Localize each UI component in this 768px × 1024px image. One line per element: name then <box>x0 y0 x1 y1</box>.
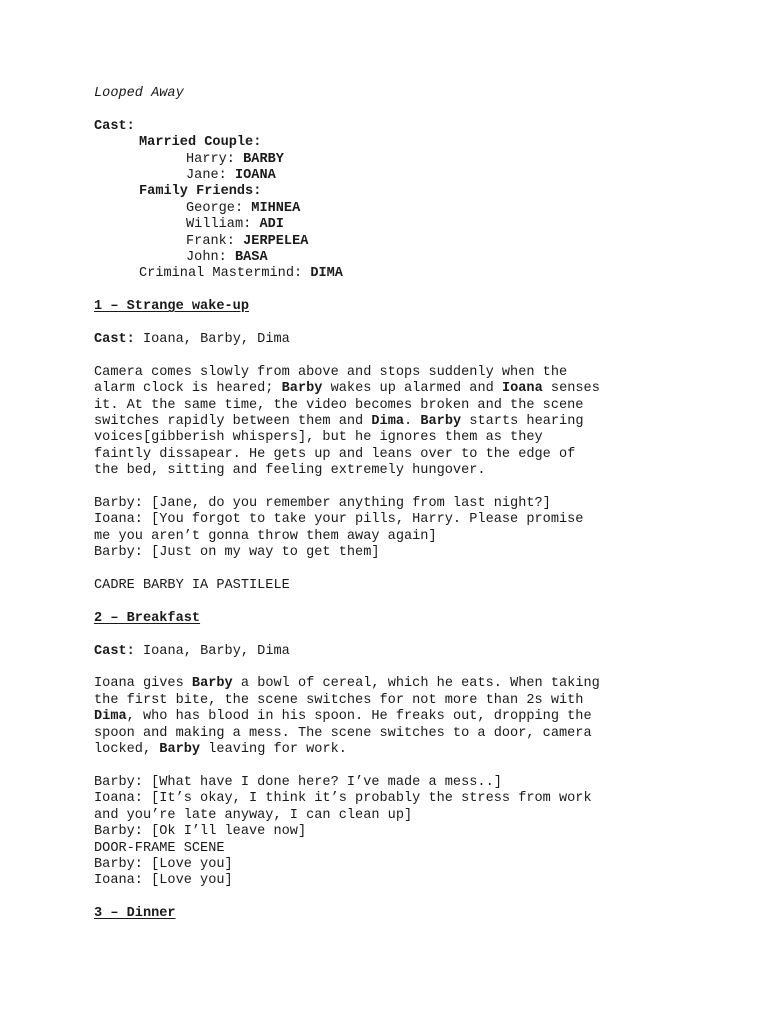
screenplay-document <box>94 86 734 923</box>
scene-2-dialogue <box>94 775 734 890</box>
dialogue-line: Ioana: [You forgot to take your pills, Harry. Please promise <box>94 512 584 528</box>
family-friends-label: Family Friends: <box>139 184 262 200</box>
dialogue-line: Barby: [Just on my way to get them] <box>94 545 380 561</box>
cast-entry-george: George: MIHNEA <box>186 200 301 216</box>
dialogue-line: Barby: [Ok I’ll leave now] <box>94 824 307 840</box>
scene-1-shot-note: CADRE BARBY IA PASTILELE <box>94 578 290 594</box>
cast-entry-mastermind: Criminal Mastermind: DIMA <box>139 266 343 282</box>
dialogue-line: DOOR-FRAME SCENE <box>94 840 225 856</box>
married-couple-label: Married Couple: <box>139 135 262 151</box>
scene-1-cast: Cast: Ioana, Barby, Dima <box>94 332 290 348</box>
dialogue-line: and you’re late anyway, I can clean up] <box>94 807 413 823</box>
dialogue-line: Barby: [Love you] <box>94 856 233 872</box>
cast-entry-frank: Frank: JERPELEA <box>186 233 309 249</box>
document-title: Looped Away <box>94 86 184 101</box>
dialogue-line: Barby: [What have I done here? I’ve made a mess..] <box>94 774 502 790</box>
dialogue-line: Ioana: [Love you] <box>94 873 233 889</box>
cast-entry-william: William: ADI <box>186 217 284 233</box>
dialogue-line: Ioana: [It’s okay, I think it’s probably the stress from work <box>94 791 592 807</box>
dialogue-line: me you aren’t gonna throw them away again] <box>94 528 437 544</box>
scene-2-heading: 2 – Breakfast <box>94 610 201 626</box>
scene-3-heading: 3 – Dinner <box>94 906 176 922</box>
cast-entry-jane: Jane: IOANA <box>186 168 276 184</box>
scene-2-cast: Cast: Ioana, Barby, Dima <box>94 643 290 659</box>
cast-label: Cast: <box>94 118 135 134</box>
dialogue-line: Barby: [Jane, do you remember anything from last night?] <box>94 496 551 512</box>
scene-1-dialogue <box>94 496 734 562</box>
scene-1-description: Camera comes slowly from above and stops suddenly when the alarm clock is heared; Barby wakes up alarmed and Ioana senses it. At the same time, the video becomes broken and the scene switches rapidly between them and Dima. Barby starts hearing voices[gibberish whispers], but he ignores them as they faintly dissapear. He gets up and leans over to the edge of the bed, sitting and feeling extremely hungover. <box>94 364 600 479</box>
scene-2-description: Ioana gives Barby a bowl of cereal, which he eats. When taking the first bite, the scene switches for not more than 2s with Dima, who has blood in his spoon. He freaks out, dropping the spoon and making a mess. The scene switches to a door, camera locked, Barby leaving for work. <box>94 676 600 758</box>
cast-entry-john: John: BASA <box>186 250 268 266</box>
cast-entry-harry: Harry: BARBY <box>186 151 284 167</box>
scene-1-heading: 1 – Strange wake-up <box>94 299 249 315</box>
